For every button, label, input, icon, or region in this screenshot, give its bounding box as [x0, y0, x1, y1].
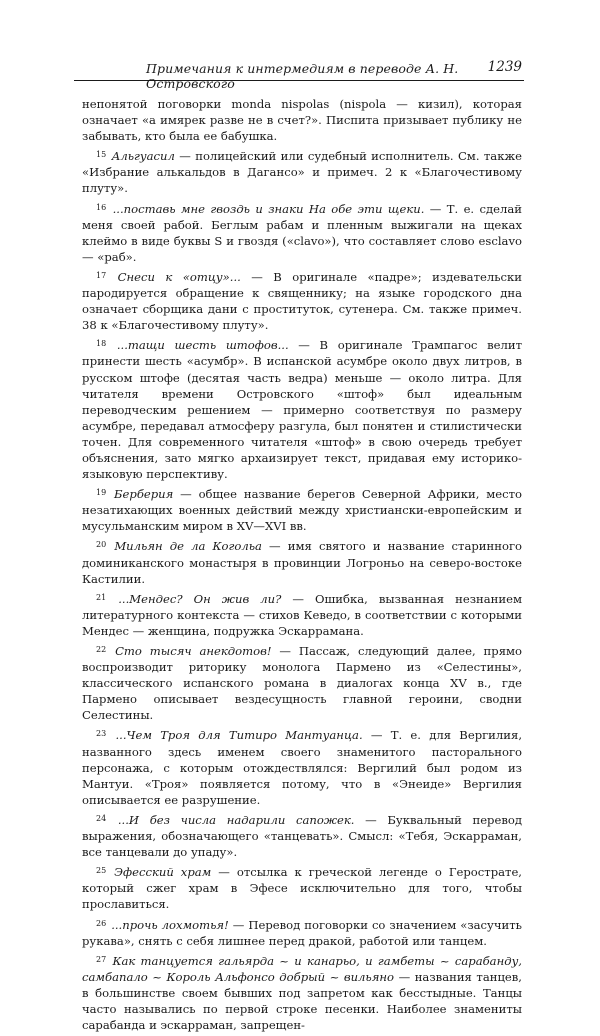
notes-body: [82, 96, 522, 1036]
note-continuation: [82, 96, 522, 144]
note-number: 16: [96, 202, 107, 212]
note-text: — полицейский или судебный исполнитель. См. также «Избрание алькальдов в Дагансо» и примеч. 2 к «Благочестивому плуту».: [82, 149, 522, 196]
note-term: Снеси к «отцу»...: [117, 269, 241, 284]
note-number: 27: [96, 954, 107, 964]
note-number: 17: [96, 270, 107, 280]
note-term: ...поставь мне гвоздь и знаки На обе эти щеки.: [112, 201, 425, 216]
note-text: — Ошибка, вызванная незнанием литературного контекста — стихов Кеведо, в соответствии с которыми Мендес — женщина, подружка Эскаррамана.: [82, 591, 522, 638]
note-21: [82, 590, 522, 639]
note-text: — Буквальный перевод выражения, обозначающего «танцевать». Смысл: «Тебя, Эскарраман, все танцевали до упаду».: [82, 812, 522, 860]
note-text: — Т. е. сделай меня своей рабой. Беглым рабам и пленным выжигали на щеках клеймо в виде буквы S и гвоздя («clavo»), что составляет слово esclavo — «раб».: [82, 201, 522, 264]
note-text: — В оригинале Трампагос велит принести шесть «асумбр». В испанской асумбре около двух литров, в русском штофе (десятая часть ведра) меньше — около литра. Для читателя времени Островского «штоф» был идеальным переводческим решением — примерно соответствуя по размеру асумбре, передавал атмосферу разгула, был понятен и стилистически точен. Для современного читателя «штоф» в свою очередь требует объяснения, зато мягко архаизирует текст, придавая ему историко-языковую перспективу.: [82, 338, 522, 482]
note-24: [82, 811, 522, 860]
note-number: 18: [96, 339, 107, 349]
note-text: — отсылка к греческой легенде о Герострате, который сжег храм в Эфесе исключительно для того, чтобы прославиться.: [82, 865, 522, 912]
running-header-title: Примечания к интермедиям в переводе А. Н. Островского: [146, 61, 459, 91]
note-number: 21: [96, 592, 107, 602]
note-text: — общее название берегов Северной Африки, место незатихающих военных действий между христиански-европейским и мусульманским миром в XV—XVI вв.: [82, 487, 522, 534]
note-22: [82, 642, 522, 723]
note-17: [82, 268, 522, 333]
note-number: 25: [96, 866, 107, 876]
note-number: 22: [96, 645, 107, 654]
note-26: [82, 916, 522, 949]
note-text: — Т. е. для Вергилия, названного здесь именем своего знаменитого пасторального персонажа, с которым отождествлялся: Вергилий был родом из Мантуи. «Троя» появляется потому, что в «Энеиде» Вергилия описывается ее разрушение.: [82, 728, 523, 807]
note-term: Эфесский храм: [114, 865, 212, 880]
note-term: ...тащи шесть штофов...: [116, 338, 289, 353]
note-20: [82, 537, 522, 586]
note-text: — В оригинале «падре»; издевательски пародируется обращение к священнику; на языке городского дна означает сборщика дани с проституток, сутенера. См. также примеч. 38 к «Благочестивому плуту».: [82, 269, 522, 333]
note-number: 24: [96, 813, 107, 823]
note-number: 26: [96, 918, 107, 928]
running-header: [74, 58, 524, 91]
note-number: 20: [96, 540, 107, 550]
note-term: Как танцуется гальярда ~ и канарьо, и гамбеты ~ сарабанду, самбапало ~ Король Альфонсо добрый ~ вильяно: [82, 953, 522, 984]
note-27: [82, 952, 522, 1033]
note-15: [82, 147, 522, 196]
note-term: ...Мендес? Он жив ли?: [118, 591, 282, 606]
note-18: [82, 336, 522, 482]
note-23: [82, 726, 522, 807]
note-text: непонятой поговорки monda nispolas (nispola — кизил), которая означает «а имярек разве не в счет?». Пиcпита призывает публику не забывать, кто была ее бабушка.: [82, 97, 522, 144]
note-text: — Пассаж, следующий далее, прямо воспроизводит риторику монолога Пармено из «Селестины», классического испанского романа в диалогах конца XV в., где Пармено описывает вездесущность главной героини, сводни Селестины.: [82, 644, 523, 723]
note-term: Мильян де ла Когольа: [114, 539, 262, 554]
note-number: 15: [96, 150, 107, 160]
note-text: — названия танцев, в большинстве своем бывших под запретом как бесстыдные. Танцы часто назывались по первой строке песенки. Наиболее знамениты сарабанда и эскарраман, запрещен-: [82, 969, 522, 1033]
note-19: [82, 485, 522, 534]
note-number: 23: [96, 729, 107, 739]
note-16: [82, 200, 522, 265]
note-term: Сто тысяч анекдотов!: [115, 644, 272, 658]
note-term: ...И без числа надарили сапожек.: [117, 812, 355, 827]
page-number: 1239: [487, 59, 522, 75]
note-number: 19: [96, 488, 107, 498]
note-term: ...Чем Троя для Титиро Мантуанца.: [115, 728, 363, 743]
note-25: [82, 863, 522, 912]
note-text: — Перевод поговорки со значением «засучить рукава», снять с себя лишнее перед дракой, работой или танцем.: [82, 917, 522, 948]
note-term: Берберия: [114, 487, 174, 502]
note-text: — имя святого и название старинного доминиканского монастыря в провинции Логроньо на северо-востоке Кастилии.: [82, 539, 523, 586]
note-term: ...прочь лохмотья!: [111, 917, 229, 932]
note-term: Альгуасил: [111, 149, 175, 164]
